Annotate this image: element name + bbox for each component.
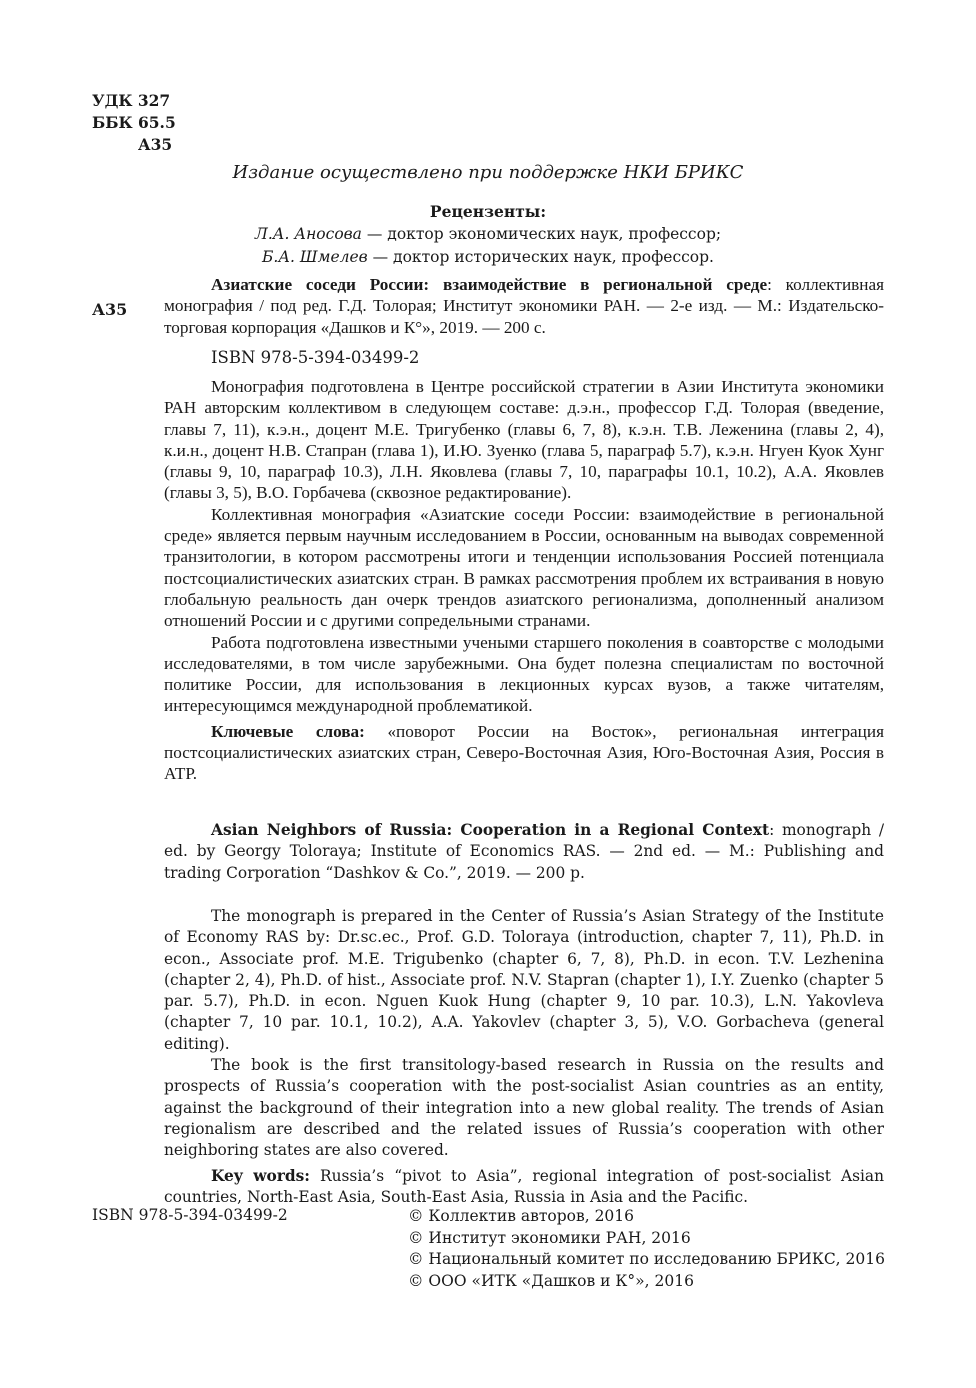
- isbn-line: ISBN 978-5-394-03499-2: [211, 348, 420, 367]
- reviewer-2-desc: — доктор исторических наук, профессор.: [367, 248, 714, 266]
- en-citation: [164, 820, 884, 884]
- reviewers-heading: Рецензенты:: [429, 202, 547, 221]
- copyright-line: © Национальный комитет по исследованию БРИКС, 2016: [408, 1250, 885, 1268]
- en-abstract-p1: The monograph is prepared in the Center of Russia’s Asian Strategy of the Institute of Economy RAS by: Dr.sc.ec., Prof. G.D. Toloraya (introduction, chapter 7, 11), Ph.D. in econ., Associate prof. M.E. Trigubenko (chapter 6, 7, 8), Ph.D. in econ. T.V. Lezhenina (chapter 2, 4), Ph.D. of hist., Associate prof. N.V. Stapran (chapter 1), I.Y. Zuenko (chapter 5 par. 5.7), Ph.D. in econ. Nguen Kuok Hung (chapter 9, 10 par. 10.3), L.N. Yakovleva (chapter 7, 10 par. 10.1, 10.2), A.A. Yakovlev (chapter 3, 5), V.O. Gorbacheva (general editing).: [164, 907, 884, 1053]
- classification-codes: [92, 90, 176, 156]
- copyright-list: [408, 1206, 885, 1292]
- udk-code: УДК 327: [92, 91, 171, 110]
- ru-keywords-text: «поворот России на Восток», региональная интеграция постсоциалистических азиатских стран, Северо-Восточная Азия, Юго-Восточная Азия, Россия в АТР.: [164, 721, 884, 784]
- en-keywords: [164, 1166, 884, 1209]
- bbk-code: ББК 65.5: [92, 113, 176, 132]
- copyright-line: © ООО «ИТК «Дашков и К°», 2016: [408, 1271, 694, 1290]
- copyright-line: © Коллектив авторов, 2016: [408, 1207, 635, 1225]
- reviewers-block: [0, 200, 976, 269]
- ru-citation-title: Азиатские соседи России: взаимодействие в региональной среде: [211, 275, 768, 294]
- reviewer-1: [0, 223, 976, 246]
- reviewer-2: [0, 246, 976, 269]
- ru-abstract: [164, 376, 884, 785]
- en-keywords-label: Key words:: [211, 1166, 310, 1185]
- ru-keywords-label: Ключевые слова:: [211, 721, 365, 741]
- en-abstract: [164, 906, 884, 1208]
- reviewer-1-desc: — доктор экономических наук, профессор;: [361, 225, 722, 243]
- en-citation-rest: : monograph / ed. by Georgy Toloraya; Institute of Economics RAS. — 2nd ed. — M.: Publishing and trading Corporation “Dashkov & Co.”, 2019. — 200 p.: [164, 821, 885, 882]
- en-abstract-p2: The book is the first transitology-based research in Russia on the results and prospects of Russia’s cooperation with the post-socialist Asian countries as an entity, against the background of their integration into a new global reality. The trends of Asian regionalism are described and the related issues of Russia’s cooperation with other neighboring states are also covered.: [164, 1056, 884, 1160]
- ru-abstract-p2: Коллективная монография «Азиатские соседи России: взаимодействие в региональной среде» является первым научным исследованием в России, основанным на выводах современной транзитологии, в котором рассмотрены итоги и тенденции использования Россией потенциала постсоциалистических азиатских стран. В рамках рассмотрения проблем их встраивания в новую глобальную реальность дан очерк трендов азиатского регионализма, дополненный анализом отношений России и с другими сопредельными странами.: [164, 504, 884, 631]
- support-note: Издание осуществлено при поддержке НКИ БРИКС: [232, 162, 744, 183]
- ru-citation-rest: : коллективная монография / под ред. Г.Д. Толорая; Институт экономики РАН. — 2-е изд. — М.: Издательско-торговая корпорация «Дашков и К°», 2019. — 200 с.: [164, 275, 884, 337]
- en-keywords-text: Russia’s “pivot to Asia”, regional integration of post-socialist Asian countries, North-East Asia, South-East Asia, Russia in Asia and the Pacific.: [164, 1166, 884, 1206]
- ru-abstract-p3: Работа подготовлена известными учеными старшего поколения в соавторстве с молодыми исследователями, в том числе зарубежными. Она будет полезна специалистам по восточной политике России, для использования в лекционных курсах вузов, а также читателям, интересующимся международной проблематикой.: [164, 632, 884, 716]
- copyright-line: © Институт экономики РАН, 2016: [408, 1228, 691, 1247]
- en-citation-title: Asian Neighbors of Russia: Cooperation in a Regional Context: [211, 821, 770, 839]
- ru-abstract-p1: Монография подготовлена в Центре российской стратегии в Азии Института экономики РАН авторским коллективом в следующем составе: д.э.н., профессор Г.Д. Толорая (введение, главы 7, 11), к.э.н., доцент М.Е. Тригубенко (главы 6, 7, 8), к.э.н. Т.В. Леженина (главы 2, 4), к.и.н., доцент Н.В. Стапран (глава 1), И.Ю. Зуенко (глава 5, параграф 5.7), к.э.н. Нгуен Куок Хунг (главы 9, 10, параграф 10.3), Л.Н. Яковлева (главы 7, 10, параграфы 10.1, 10.2), А.А. Яковлев (главы 3, 5), В.О. Горбачева (сквозное редактирование).: [164, 377, 884, 503]
- side-author-mark: А35: [92, 300, 128, 319]
- footer-isbn: ISBN 978-5-394-03499-2: [92, 1206, 288, 1224]
- reviewer-2-name: Б.А. Шмелев: [262, 248, 368, 266]
- reviewer-1-name: Л.А. Аносова: [254, 225, 362, 243]
- ru-keywords: [164, 721, 884, 785]
- author-mark: А35: [138, 135, 173, 154]
- ru-citation: [164, 274, 884, 338]
